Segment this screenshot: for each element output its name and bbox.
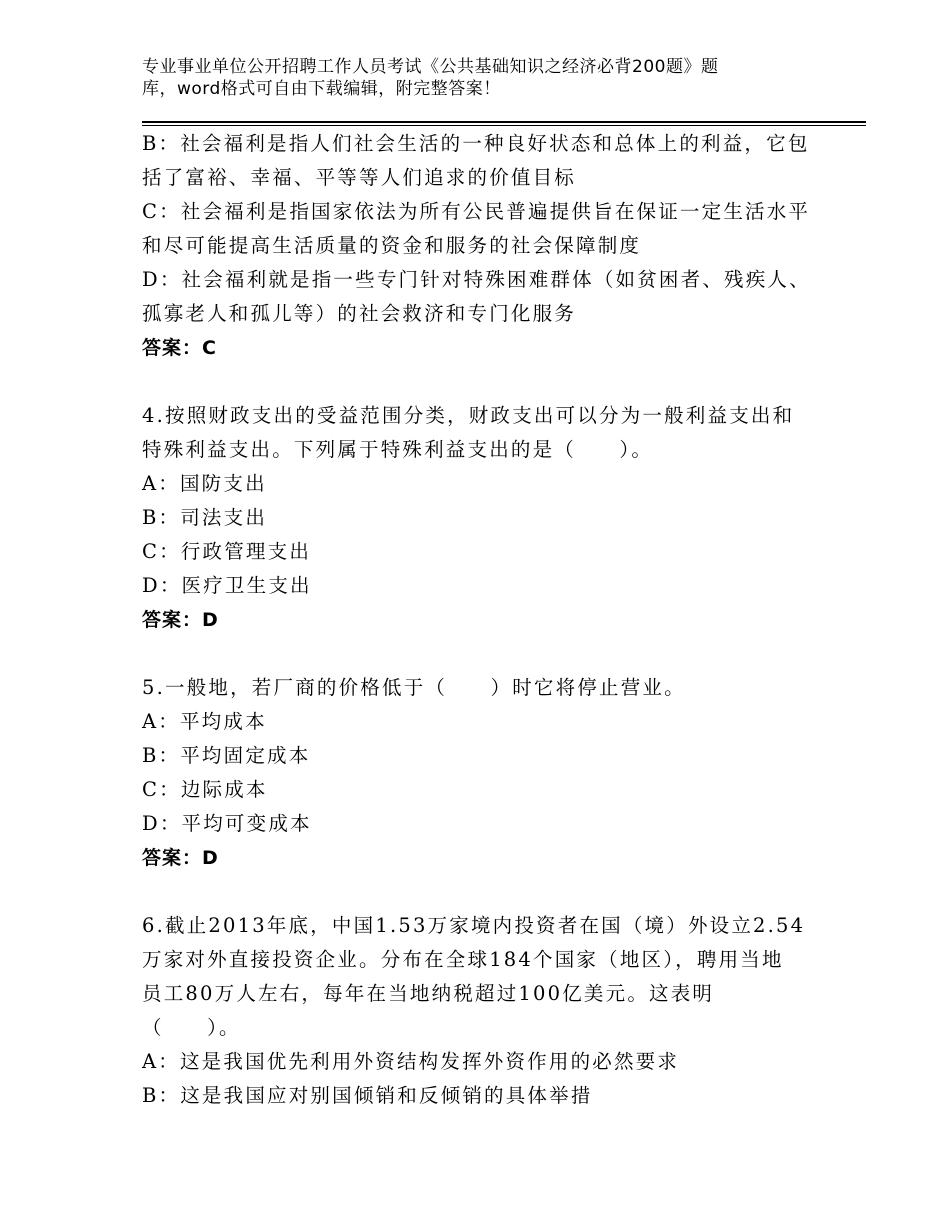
q6-stem-line-3: 员工80万人左右，每年在当地纳税超过100亿美元。这表明 (142, 982, 715, 1005)
q4-option-b: B：司法支出 (142, 506, 268, 529)
q6-option-a: A：这是我国优先利用外资结构发挥外资作用的必然要求 (142, 1050, 680, 1073)
header-divider-thin (142, 125, 866, 126)
q5-stem-line-1: 5.一般地，若厂商的价格低于（ ）时它将停止营业。 (142, 676, 686, 699)
question-5 (142, 671, 822, 875)
q5-answer: 答案：D (142, 847, 219, 869)
q5-option-c: C：边际成本 (142, 778, 268, 801)
q3-option-b-line-2: 括了富裕、幸福、平等等人们追求的价值目标 (142, 166, 577, 189)
q3-option-b-line-1: B：社会福利是指人们社会生活的一种良好状态和总体上的利益，它包 (142, 132, 810, 155)
q4-answer: 答案：D (142, 609, 219, 631)
spacer (142, 637, 822, 671)
question-6 (142, 909, 822, 1113)
question-4 (142, 399, 822, 637)
spacer (142, 365, 822, 399)
q3-answer: 答案：C (142, 337, 217, 359)
q4-stem-line-2: 特殊利益支出。下列属于特殊利益支出的是（ ）。 (142, 438, 654, 461)
q5-option-b: B：平均固定成本 (142, 744, 311, 767)
q4-option-a: A：国防支出 (142, 472, 267, 495)
q3-option-c-line-2: 和尽可能提高生活质量的资金和服务的社会保障制度 (142, 234, 642, 257)
spacer (142, 875, 822, 909)
q4-stem-line-1: 4.按照财政支出的受益范围分类，财政支出可以分为一般利益支出和 (142, 404, 795, 427)
q6-stem-line-4: （ ）。 (142, 1016, 241, 1039)
q3-option-c-line-1: C：社会福利是指国家依法为所有公民普遍提供旨在保证一定生活水平 (142, 200, 811, 223)
q6-stem-line-1: 6.截止2013年底，中国1.53万家境内投资者在国（境）外设立2.54 (142, 914, 806, 937)
header-title-line-1: 专业事业单位公开招聘工作人员考试《公共基础知识之经济必背200题》题 (142, 57, 719, 77)
q4-option-d: D：医疗卫生支出 (142, 574, 312, 597)
q5-option-d: D：平均可变成本 (142, 812, 312, 835)
q3-option-d-line-2: 孤寡老人和孤儿等）的社会救济和专门化服务 (142, 302, 577, 325)
question-3 (142, 127, 822, 365)
document-body (142, 127, 822, 1113)
q6-stem-line-2: 万家对外直接投资企业。分布在全球184个国家（地区），聘用当地 (142, 948, 784, 971)
header-divider-thick (142, 121, 866, 123)
q6-option-b: B：这是我国应对别国倾销和反倾销的具体举措 (142, 1084, 593, 1107)
header-title-line-2: 库，word格式可自由下载编辑，附完整答案！ (142, 79, 501, 99)
q4-option-c: C：行政管理支出 (142, 540, 312, 563)
q3-option-d-line-1: D：社会福利就是指一些专门针对特殊困难群体（如贫困者、残疾人、 (142, 268, 811, 291)
q5-option-a: A：平均成本 (142, 710, 267, 733)
document-header (142, 56, 842, 100)
